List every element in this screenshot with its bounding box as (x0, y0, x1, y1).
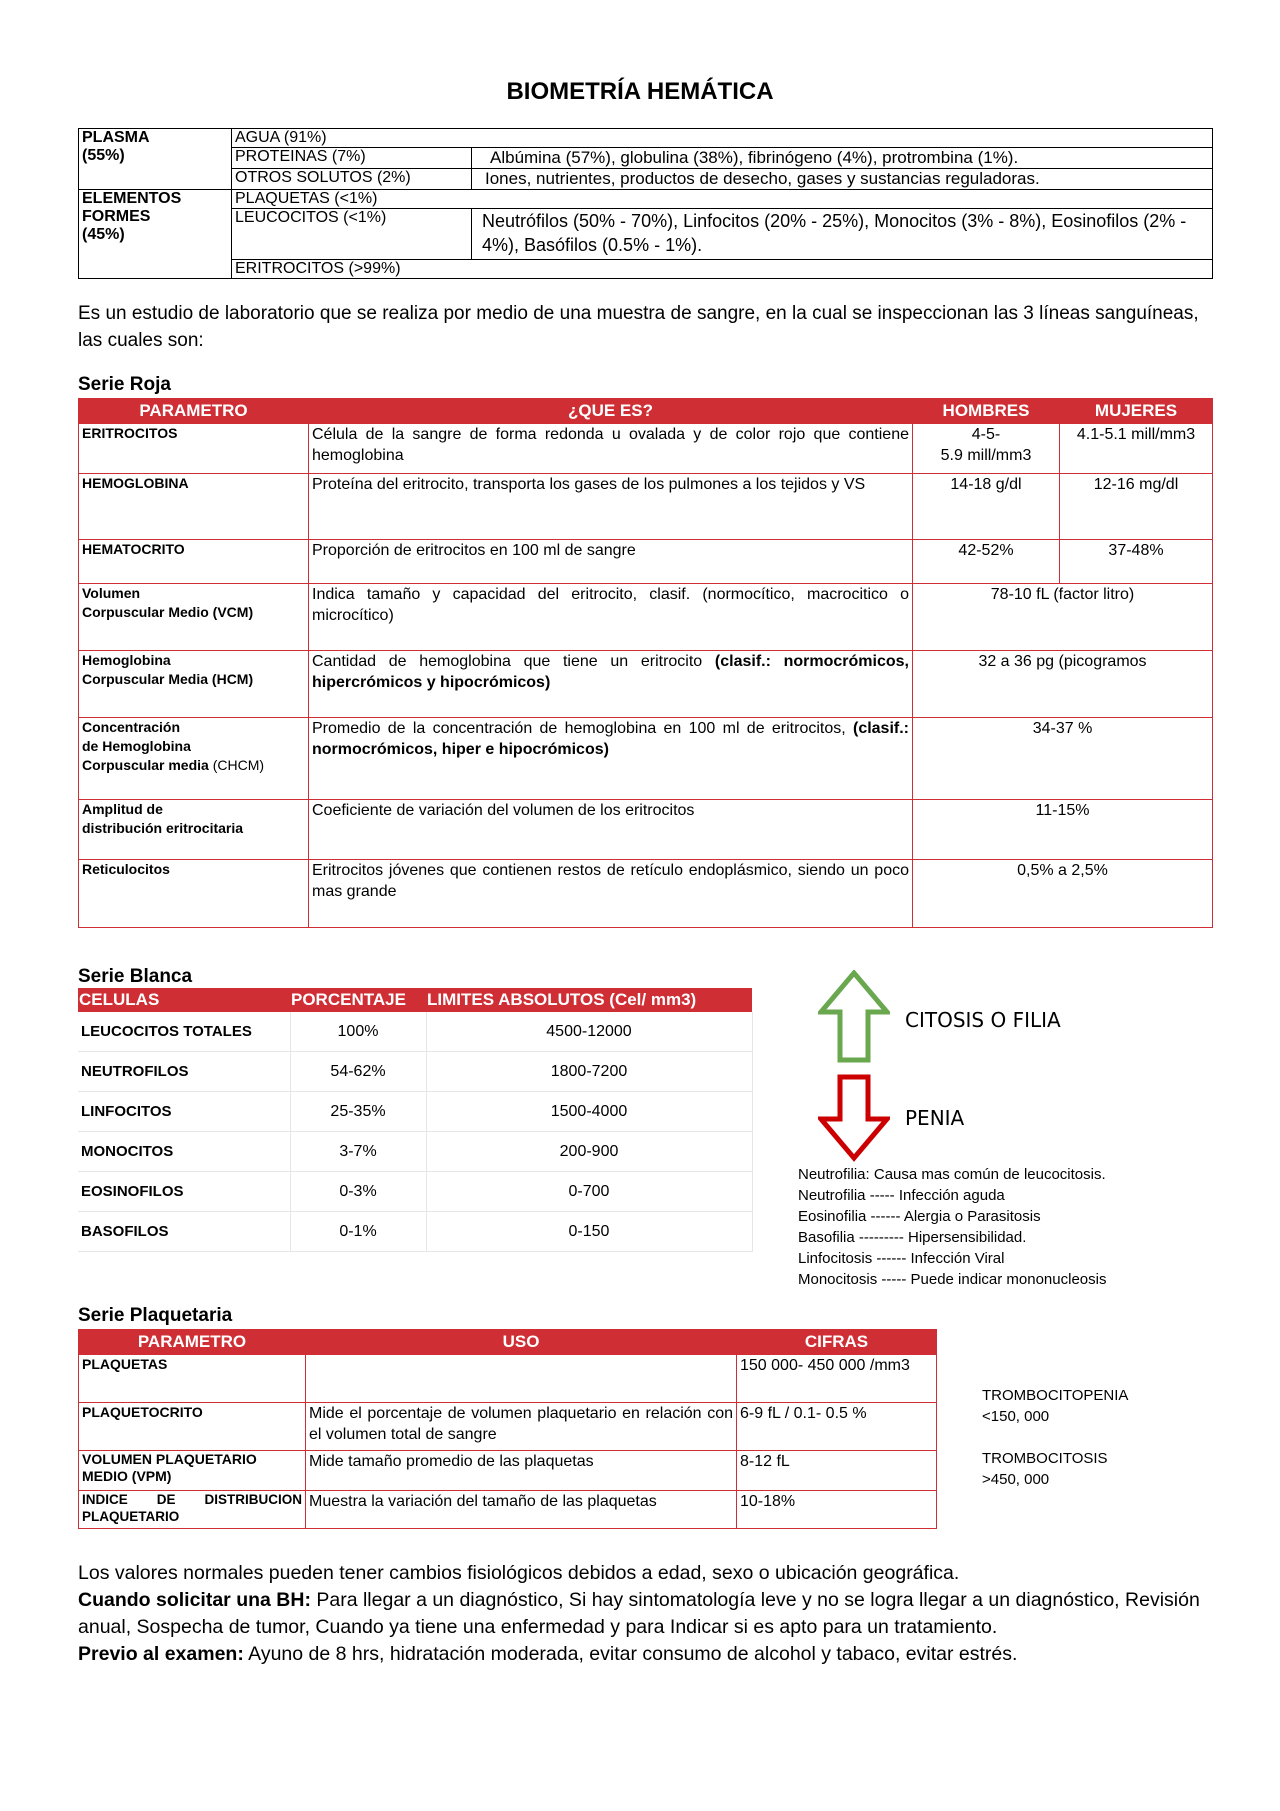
cell-pct: 100% (290, 1012, 426, 1052)
page-title: BIOMETRÍA HEMÁTICA (506, 78, 774, 105)
footer-previo (78, 1641, 1218, 1668)
cell-name: BASOFILOS (78, 1212, 290, 1252)
param-plaquetocrito: PLAQUETOCRITO (79, 1403, 306, 1451)
otros-solutos-detail: Iones, nutrientes, productos de desecho, gases y sustancias reguladoras. (472, 169, 1213, 190)
trombocitosis-title: TROMBOCITOSIS (982, 1450, 1108, 1467)
desc-hematocrito: Proporción de eritrocitos en 100 ml de sangre (309, 540, 913, 584)
intro-text: Es un estudio de laboratorio que se realiza por medio de una muestra de sangre, en la cual se inspeccionan las 3 líneas sanguíneas, las cuales son: (78, 303, 1199, 351)
footer-line-1: Los valores normales pueden tener cambios fisiológicos debidos a edad, sexo o ubicación geográfica. (78, 1562, 960, 1584)
table-row (78, 1172, 752, 1212)
desc-hemoglobina: Proteína del eritrocito, transporta los gases de los pulmones a los tejidos y VS (309, 474, 913, 540)
penia-label: PENIA (905, 1106, 965, 1130)
cell-pct: 25-35% (290, 1092, 426, 1132)
note-line: Monocitosis ----- Puede indicar mononucleosis (798, 1271, 1107, 1288)
table-row (78, 1092, 752, 1132)
valor-rdw: 11-15% (913, 800, 1213, 860)
cell-name: NEUTROFILOS (78, 1052, 290, 1092)
serie-roja-heading: Serie Roja (78, 374, 171, 395)
uso-vpm: Mide tamaño promedio de las plaquetas (306, 1451, 737, 1491)
serie-blanca-table (78, 988, 753, 1252)
valor-hcm: 32 a 36 pg (picogramos (913, 651, 1213, 718)
header-uso: USO (306, 1330, 737, 1355)
header-celulas: CELULAS (78, 988, 290, 1012)
formes-label-1: ELEMENTOS (82, 190, 182, 207)
param-chcm-3b: (CHCM) (212, 757, 265, 773)
eritrocitos-cell: ERITROCITOS (>99%) (232, 260, 1213, 279)
param-chcm-2: de Hemoglobina (82, 738, 191, 754)
header-cifras: CIFRAS (737, 1330, 937, 1355)
agua-cell: AGUA (91%) (232, 129, 1213, 148)
desc-reticulocitos: Eritrocitos jóvenes que contienen restos de retículo endoplásmico, siendo un poco mas grande (309, 860, 913, 928)
cell-abs: 0-700 (426, 1172, 752, 1212)
param-hcm (79, 651, 309, 718)
otros-solutos-cell: OTROS SOLUTOS (2%) (232, 169, 472, 190)
hombres-hemoglobina: 14-18 g/dl (913, 474, 1060, 540)
formes-label-2: FORMES (82, 208, 151, 225)
plaquetas-cell: PLAQUETAS (<1%) (232, 190, 1213, 209)
desc-chcm-text: Promedio de la concentración de hemoglobina en 100 ml de eritrocitos, (312, 720, 846, 737)
hombres-eritrocitos (913, 424, 1060, 474)
footer-text (78, 1560, 1218, 1668)
param-eritrocitos: ERITROCITOS (79, 424, 309, 474)
plasma-label: PLASMA (82, 129, 150, 146)
arrows-graphic (818, 970, 890, 1162)
uso-plaquetas (306, 1355, 737, 1403)
previo-label: Previo al examen: (78, 1643, 244, 1665)
plasma-cell (79, 129, 232, 190)
param-vcm-1: Volumen (82, 585, 141, 601)
uso-plaquetocrito: Mide el porcentaje de volumen plaquetario en relación con el volumen total de sangre (306, 1403, 737, 1451)
serie-roja-table (78, 398, 1213, 928)
leucocitos-cell: LEUCOCITOS (<1%) (232, 209, 472, 260)
param-chcm-3a: Corpuscular media (82, 757, 209, 773)
desc-hcm-bold: (clasif.: normocrómicos, hipercrómicos y hipocrómicos) (312, 653, 909, 691)
param-hematocrito: HEMATOCRITO (79, 540, 309, 584)
param-rdw (79, 800, 309, 860)
cifras-plaquetocrito: 6-9 fL / 0.1- 0.5 % (737, 1403, 937, 1451)
desc-chcm (309, 718, 913, 800)
param-reticulocitos: Reticulocitos (79, 860, 309, 928)
mujeres-eritrocitos: 4.1-5.1 mill/mm3 (1060, 424, 1213, 474)
param-chcm-3 (82, 756, 305, 775)
note-line: Basofilia --------- Hipersensibilidad. (798, 1229, 1027, 1246)
valor-vcm: 78-10 fL (factor litro) (913, 584, 1213, 651)
param-vpm: VOLUMEN PLAQUETARIO MEDIO (VPM) (79, 1451, 306, 1491)
cell-pct: 54-62% (290, 1052, 426, 1092)
param-hcm-2: Corpuscular Media (HCM) (82, 671, 254, 687)
cifras-vpm: 8-12 fL (737, 1451, 937, 1491)
formes-pct: (45%) (82, 226, 125, 243)
mujeres-hematocrito: 37-48% (1060, 540, 1213, 584)
desc-vcm: Indica tamaño y capacidad del eritrocito, clasif. (normocítico, macrocitico o microcítico) (309, 584, 913, 651)
serie-blanca-heading: Serie Blanca (78, 966, 193, 987)
table-row (78, 1212, 752, 1252)
header-parametro: PARAMETRO (79, 399, 309, 424)
cifras-idp: 10-18% (737, 1491, 937, 1529)
cell-name: LINFOCITOS (78, 1092, 290, 1132)
cuando-text: Para llegar a un diagnóstico, Si hay sintomatología leve y no se logra llegar a un diagnóstico, Revisión anual, Sospecha de tumor, Cuando ya tiene una enfermedad y para Indicar si es apto para un tratamiento. (78, 1589, 1200, 1638)
param-rdw-2: distribución eritrocitaria (82, 820, 244, 836)
cell-pct: 0-3% (290, 1172, 426, 1212)
desc-eritrocitos: Célula de la sangre de forma redonda u ovalada y de color rojo que contiene hemoglobina (309, 424, 913, 474)
cell-abs: 4500-12000 (426, 1012, 752, 1052)
previo-text: Ayuno de 8 hrs, hidratación moderada, evitar consumo de alcohol y tabaco, evitar estrés. (243, 1643, 1018, 1665)
header-que-es: ¿QUE ES? (309, 399, 913, 424)
note-line: Linfocitosis ------ Infección Viral (798, 1250, 1005, 1267)
trombocitopenia-title: TROMBOCITOPENIA (982, 1387, 1129, 1404)
serie-plaquetaria-table (78, 1329, 937, 1529)
serie-plaquetaria-heading: Serie Plaquetaria (78, 1305, 233, 1326)
desc-rdw: Coeficiente de variación del volumen de los eritrocitos (309, 800, 913, 860)
param-idp: INDICE DE DISTRIBUCION PLAQUETARIO (79, 1491, 306, 1529)
leucocitos-notes (798, 1164, 1238, 1290)
param-vcm-2: Corpuscular Medio (VCM) (82, 604, 254, 620)
proteinas-cell: PROTEINAS (7%) (232, 148, 472, 169)
desc-hcm (309, 651, 913, 718)
arrow-down-icon (821, 1077, 887, 1158)
header-porcentaje: PORCENTAJE (290, 988, 426, 1012)
note-line: Eosinofilia ------ Alergia o Parasitosis (798, 1208, 1041, 1225)
cell-abs: 200-900 (426, 1132, 752, 1172)
cifras-plaquetas: 150 000- 450 000 /mm3 (737, 1355, 937, 1403)
param-chcm-1: Concentración (82, 719, 181, 735)
cell-abs: 1800-7200 (426, 1052, 752, 1092)
param-vcm (79, 584, 309, 651)
elementos-formes-cell (79, 190, 232, 279)
composition-table (78, 128, 1213, 279)
cell-name: EOSINOFILOS (78, 1172, 290, 1212)
trombocitosis-value: >450, 000 (982, 1471, 1050, 1488)
table-row (78, 1052, 752, 1092)
table-row (78, 1132, 752, 1172)
header-hombres: HOMBRES (913, 399, 1060, 424)
param-chcm (79, 718, 309, 800)
footer-cuando (78, 1587, 1218, 1641)
note-line: Neutrofilia ----- Infección aguda (798, 1187, 1005, 1204)
proteinas-detail: Albúmina (57%), globulina (38%), fibrinógeno (4%), protrombina (1%). (472, 148, 1213, 169)
leucocitos-detail: Neutrófilos (50% - 70%), Linfocitos (20% - 25%), Monocitos (3% - 8%), Eosinofilos (2% - 4%), Basófilos (0.5% - 1%). (472, 209, 1213, 260)
plasma-pct: (55%) (82, 147, 125, 164)
param-plaquetas: PLAQUETAS (79, 1355, 306, 1403)
mujeres-hemoglobina: 12-16 mg/dl (1060, 474, 1213, 540)
header-parametro: PARAMETRO (79, 1330, 306, 1355)
valor-reticulocitos: 0,5% a 2,5% (913, 860, 1213, 928)
cell-name: LEUCOCITOS TOTALES (78, 1012, 290, 1052)
table-row (78, 1012, 752, 1052)
note-line: Neutrofilia: Causa mas común de leucocitosis. (798, 1166, 1106, 1183)
param-hcm-1: Hemoglobina (82, 652, 171, 668)
desc-chcm-bold: (clasif.: normocrómicos, hiper e hipocrómicos) (312, 720, 909, 758)
header-limites: LIMITES ABSOLUTOS (Cel/ mm3) (426, 988, 752, 1012)
hombres-eritrocitos-1: 4-5- (971, 426, 1001, 443)
valor-chcm: 34-37 % (913, 718, 1213, 800)
hombres-hematocrito: 42-52% (913, 540, 1060, 584)
cell-pct: 3-7% (290, 1132, 426, 1172)
citosis-label: CITOSIS O FILIA (905, 1008, 1061, 1032)
arrow-up-icon (821, 973, 887, 1060)
cell-name: MONOCITOS (78, 1132, 290, 1172)
param-rdw-1: Amplitud de (82, 801, 163, 817)
cell-abs: 0-150 (426, 1212, 752, 1252)
desc-hcm-text: Cantidad de hemoglobina que tiene un eritrocito (312, 653, 703, 670)
trombocitopenia-value: <150, 000 (982, 1408, 1050, 1425)
hombres-eritrocitos-2: 5.9 mill/mm3 (940, 447, 1032, 464)
param-hemoglobina: HEMOGLOBINA (79, 474, 309, 540)
uso-idp: Muestra la variación del tamaño de las plaquetas (306, 1491, 737, 1529)
header-mujeres: MUJERES (1060, 399, 1213, 424)
cell-pct: 0-1% (290, 1212, 426, 1252)
cell-abs: 1500-4000 (426, 1092, 752, 1132)
cuando-label: Cuando solicitar una BH: (78, 1589, 311, 1611)
